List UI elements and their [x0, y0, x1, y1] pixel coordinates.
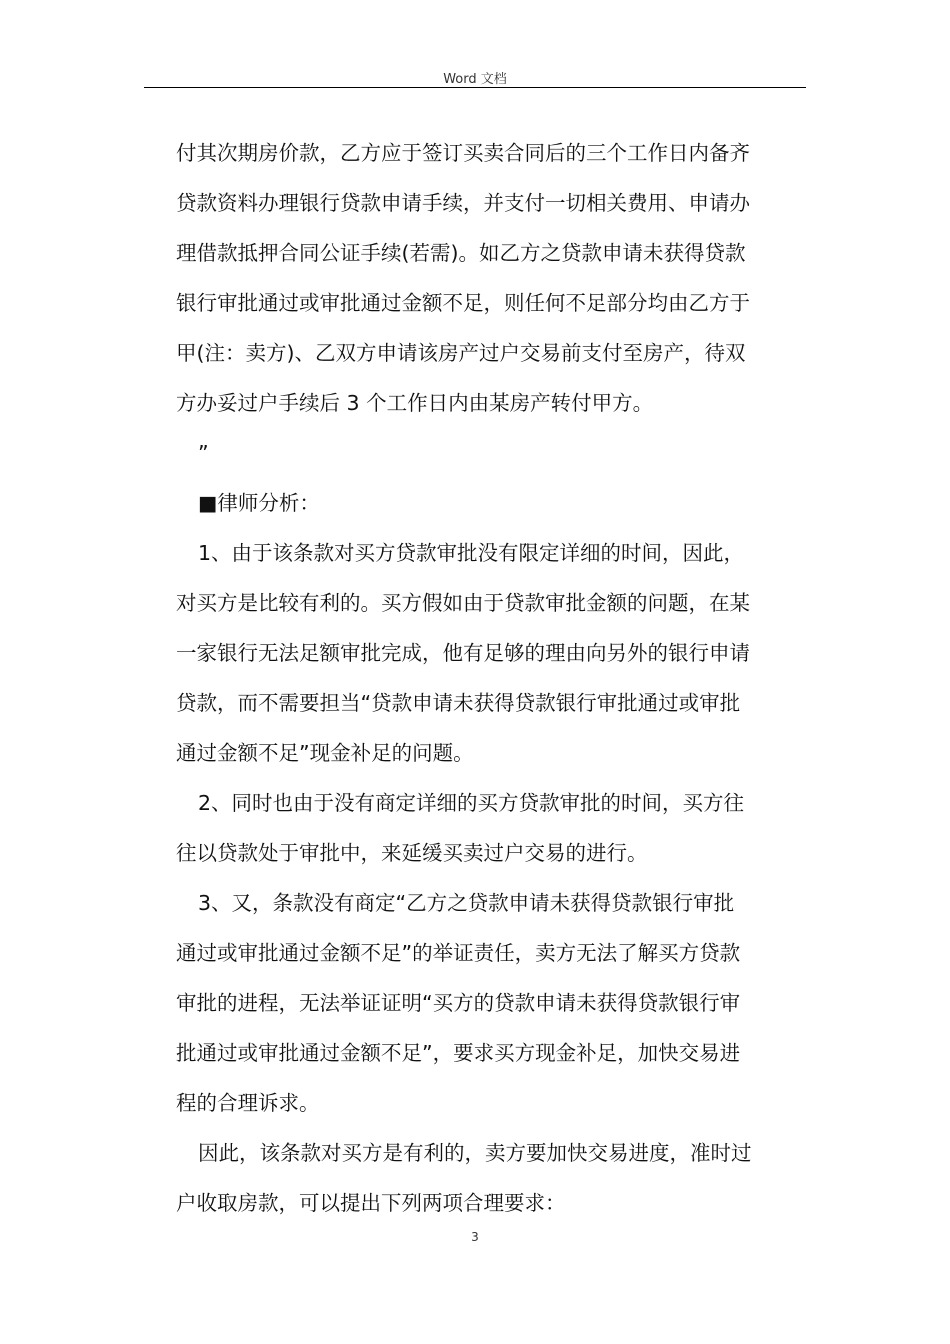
text-line: 程的合理诉求。	[176, 1091, 320, 1115]
text-line: 通过金额不足”现金补足的问题。	[176, 741, 474, 765]
text-line: 批通过或审批通过金额不足”，要求买方现金补足，加快交易进	[176, 1041, 741, 1065]
text-line: 贷款，而不需要担当“贷款申请未获得贷款银行审批通过或审批	[176, 691, 741, 715]
text-line: 银行审批通过或审批通过金额不足，则任何不足部分均由乙方于	[176, 291, 750, 315]
text-line: 因此，该条款对买方是有利的，卖方要加快交易进度，准时过	[198, 1141, 752, 1165]
text-line: 通过或审批通过金额不足”的举证责任，卖方无法了解买方贷款	[176, 941, 741, 965]
section-heading: ■律师分析：	[198, 491, 320, 515]
closing-quote: ”	[198, 441, 209, 465]
text-line: 1、由于该条款对买方贷款审批没有限定详细的时间，因此，	[198, 541, 745, 565]
text-line: 甲(注：卖方)、乙双方申请该房产过户交易前支付至房产，待双	[176, 341, 746, 365]
page-header: Word 文档	[443, 72, 507, 87]
text-line: 审批的进程，无法举证证明“买方的贷款申请未获得贷款银行审	[176, 991, 741, 1015]
text-line: 付其次期房价款，乙方应于签订买卖合同后的三个工作日内备齐	[176, 141, 750, 165]
text-line: 往以贷款处于审批中，来延缓买卖过户交易的进行。	[176, 841, 648, 865]
text-line: 3、又，条款没有商定“乙方之贷款申请未获得贷款银行审批	[198, 891, 735, 915]
text-line: 2、同时也由于没有商定详细的买方贷款审批的时间，买方往	[198, 791, 745, 815]
text-line: 一家银行无法足额审批完成，他有足够的理由向另外的银行申请	[176, 641, 750, 665]
header-rule	[144, 87, 806, 88]
text-line: 户收取房款，可以提出下列两项合理要求：	[176, 1191, 566, 1215]
text-line: 对买方是比较有利的。买方假如由于贷款审批金额的问题，在某	[176, 591, 750, 615]
document-body	[176, 128, 806, 1228]
text-line: 方办妥过户手续后 3 个工作日内由某房产转付甲方。	[176, 391, 654, 415]
page-number: 3	[471, 1230, 479, 1244]
text-line: 理借款抵押合同公证手续(若需)。如乙方之贷款申请未获得贷款	[176, 241, 746, 265]
text-line: 贷款资料办理银行贷款申请手续，并支付一切相关费用、申请办	[176, 191, 750, 215]
